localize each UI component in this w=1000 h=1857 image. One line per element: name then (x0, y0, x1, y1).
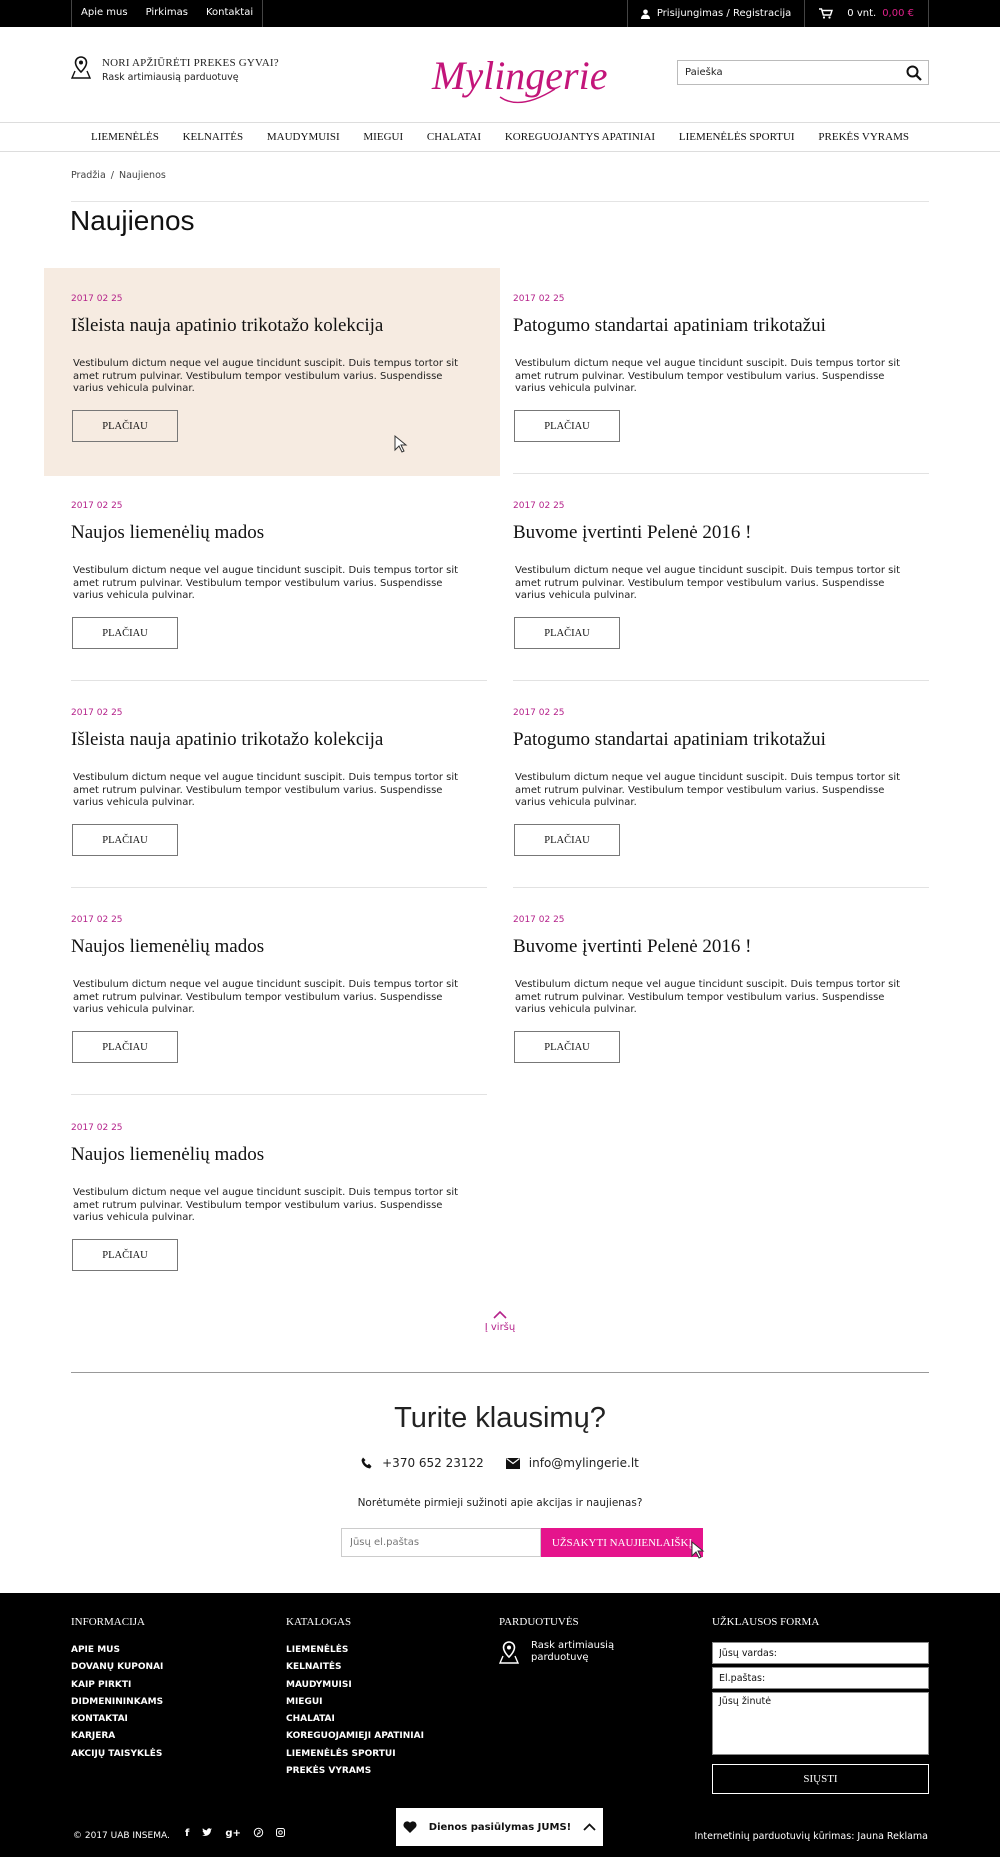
read-more-button[interactable]: PLAČIAU (72, 410, 178, 442)
news-card (513, 682, 929, 888)
news-date: 2017 02 25 (513, 294, 565, 304)
instagram-icon[interactable] (276, 1828, 285, 1837)
chevron-up-icon (493, 1311, 507, 1319)
footer-catalog-column (286, 1616, 424, 1780)
mouse-cursor-icon (691, 1541, 705, 1559)
name-field[interactable] (712, 1642, 929, 1664)
news-card (71, 682, 487, 888)
footer-store-link[interactable] (499, 1640, 631, 1664)
footer-link[interactable]: LIEMENĖLĖS (286, 1645, 349, 1655)
news-date: 2017 02 25 (513, 501, 565, 511)
header (0, 27, 1000, 123)
cart-link[interactable] (804, 0, 929, 27)
login-label: Prisijungimas / Registracija (656, 8, 792, 19)
read-more-button[interactable]: PLAČIAU (514, 410, 620, 442)
social-links (185, 1828, 285, 1839)
pinterest-icon[interactable] (254, 1828, 263, 1837)
footer-link[interactable]: APIE MUS (71, 1645, 120, 1655)
login-link[interactable] (627, 0, 804, 27)
news-title[interactable]: Naujos liemenėlių mados (71, 522, 265, 543)
footer-link[interactable]: DIDMENININKAMS (71, 1696, 164, 1707)
card-divider (71, 887, 487, 888)
newsletter-form (341, 1528, 703, 1557)
store-title: NORI APŽIŪRĖTI PREKES GYVAI? (102, 57, 279, 69)
logo[interactable] (430, 45, 608, 113)
nav-item-bras[interactable]: LIEMENĖLĖS (91, 131, 159, 143)
news-title[interactable]: Naujos liemenėlių mados (71, 936, 265, 957)
google-plus-icon[interactable]: g+ (225, 1828, 241, 1839)
news-date: 2017 02 25 (71, 501, 123, 511)
footer-stores-title: PARDUOTUVĖS (499, 1616, 579, 1628)
footer-store-text: Rask artimiausią parduotuvę (531, 1640, 615, 1663)
read-more-button[interactable]: PLAČIAU (72, 1031, 178, 1063)
news-card (71, 889, 487, 1095)
news-excerpt: Vestibulum dictum neque vel augue tincidunt suscipit. Duis tempus tortor sit amet rutrum pulvinar. Vestibulum tempor vestibulum varius. Suspendisse varius vehicula pulvinar. (73, 979, 459, 1015)
news-date: 2017 02 25 (513, 708, 565, 718)
email-address: info@mylingerie.lt (528, 1456, 639, 1470)
logo-graphic (430, 45, 608, 113)
read-more-button[interactable]: PLAČIAU (514, 617, 620, 649)
daily-offer-tab[interactable] (396, 1808, 603, 1846)
search-input[interactable] (678, 62, 898, 84)
footer-link[interactable]: KOREGUOJAMIEJI APATINIAI (286, 1731, 424, 1742)
news-card (71, 1097, 487, 1303)
news-card (71, 475, 487, 681)
cart-count: 0 vnt. (847, 8, 877, 19)
questions-title: Turite klausimų? (394, 1402, 606, 1434)
send-button[interactable]: SIŲSTI (712, 1764, 929, 1794)
map-pin-icon (499, 1640, 519, 1664)
cart-price: 0,00 € (882, 8, 914, 19)
footer-link[interactable]: MAUDYMUISI (286, 1679, 352, 1690)
nav-item-sleepwear[interactable]: MIEGUI (363, 131, 404, 143)
nav-item-robes[interactable]: CHALATAI (426, 131, 482, 143)
breadcrumb-home[interactable]: Pradžia (71, 170, 106, 181)
news-card (513, 889, 929, 1095)
news-excerpt: Vestibulum dictum neque vel augue tincidunt suscipit. Duis tempus tortor sit amet rutrum pulvinar. Vestibulum tempor vestibulum varius. Suspendisse varius vehicula pulvinar. (515, 772, 901, 808)
phone-contact[interactable] (361, 1456, 484, 1470)
card-divider (71, 1094, 487, 1095)
message-field[interactable] (712, 1692, 929, 1755)
top-link-about[interactable]: Apie mus (81, 7, 128, 18)
search-icon[interactable] (906, 65, 922, 81)
read-more-button[interactable]: PLAČIAU (72, 617, 178, 649)
news-card (513, 475, 929, 681)
footer-link[interactable]: DOVANŲ KUPONAI (71, 1662, 164, 1673)
news-title[interactable]: Buvome įvertinti Pelenė 2016 ! (513, 522, 752, 543)
inquiry-form (712, 1616, 929, 1794)
footer-stores-column (499, 1616, 631, 1664)
news-excerpt: Vestibulum dictum neque vel augue tincidunt suscipit. Duis tempus tortor sit amet rutrum pulvinar. Vestibulum tempor vestibulum varius. Suspendisse varius vehicula pulvinar. (73, 358, 459, 394)
top-link-contacts[interactable]: Kontaktai (205, 7, 254, 18)
card-divider (513, 680, 929, 681)
store-subtitle: Rask artimiausią parduotuvę (102, 72, 239, 83)
phone-number: +370 652 23122 (382, 1456, 484, 1470)
footer-link[interactable]: KELNAITĖS (286, 1662, 342, 1673)
news-title[interactable]: Patogumo standartai apatiniam trikotažui (513, 315, 826, 336)
inquiry-form-title: UŽKLAUSOS FORMA (712, 1616, 820, 1628)
back-to-top-label: Į viršų (484, 1322, 516, 1333)
daily-offer-label: Dienos pasiūlymas JUMS! (428, 1821, 572, 1833)
store-locator[interactable] (71, 55, 279, 83)
phone-icon (361, 1457, 373, 1469)
newsletter-question: Norėtumėte pirmieji sužinoti apie akcijas ir naujienas? (357, 1497, 643, 1509)
nav-item-shapewear[interactable]: KOREGUOJANTYS APATINIAI (504, 131, 656, 143)
email-contact[interactable] (506, 1456, 639, 1470)
copyright: © 2017 UAB INSEMA. (73, 1831, 170, 1841)
footer-link[interactable]: LIEMENĖLĖS SPORTUI (286, 1748, 396, 1759)
top-bar (0, 0, 1000, 27)
card-divider (513, 887, 929, 888)
heart-icon (403, 1821, 417, 1833)
read-more-button[interactable]: PLAČIAU (72, 824, 178, 856)
news-excerpt: Vestibulum dictum neque vel augue tincidunt suscipit. Duis tempus tortor sit amet rutrum pulvinar. Vestibulum tempor vestibulum varius. Suspendisse varius vehicula pulvinar. (515, 979, 901, 1015)
envelope-icon (506, 1458, 520, 1469)
nav-item-sport-bras[interactable]: LIEMENĖLĖS SPORTUI (678, 131, 795, 143)
footer-link[interactable]: PREKĖS VYRAMS (286, 1766, 372, 1777)
read-more-button[interactable]: PLAČIAU (514, 824, 620, 856)
user-icon (641, 9, 650, 19)
footer-link[interactable]: MIEGUI (286, 1696, 323, 1707)
read-more-button[interactable]: PLAČIAU (514, 1031, 620, 1063)
subscribe-button[interactable]: UŽSAKYTI NAUJIENLAIŠKĮ (541, 1528, 703, 1557)
footer-link[interactable]: KAIP PIRKTI (71, 1679, 132, 1690)
news-card (513, 268, 929, 474)
footer-info-column (71, 1616, 163, 1763)
news-excerpt: Vestibulum dictum neque vel augue tincidunt suscipit. Duis tempus tortor sit amet rutrum pulvinar. Vestibulum tempor vestibulum varius. Suspendisse varius vehicula pulvinar. (515, 565, 901, 601)
breadcrumb-current: Naujienos (118, 170, 166, 181)
news-date: 2017 02 25 (71, 1123, 123, 1133)
top-links (71, 0, 263, 27)
news-title[interactable]: Išleista nauja apatinio trikotažo kolekcija (71, 315, 384, 336)
nav-item-panties[interactable]: KELNAITĖS (182, 131, 244, 143)
card-divider (71, 680, 487, 681)
news-excerpt: Vestibulum dictum neque vel augue tincidunt suscipit. Duis tempus tortor sit amet rutrum pulvinar. Vestibulum tempor vestibulum varius. Suspendisse varius vehicula pulvinar. (73, 1187, 459, 1223)
map-pin-icon (71, 55, 91, 79)
nav-item-men[interactable]: PREKĖS VYRAMS (818, 131, 909, 143)
divider (71, 201, 929, 202)
cart-icon (819, 8, 833, 19)
footer-link[interactable]: KARJERA (71, 1731, 116, 1742)
news-date: 2017 02 25 (71, 708, 123, 718)
news-title[interactable]: Buvome įvertinti Pelenė 2016 ! (513, 936, 752, 957)
card-divider (513, 473, 929, 474)
breadcrumb (71, 170, 166, 181)
news-card (44, 268, 500, 476)
chevron-up-icon (583, 1823, 596, 1831)
news-date: 2017 02 25 (513, 915, 565, 925)
footer-link[interactable]: KONTAKTAI (71, 1714, 128, 1725)
main-nav (0, 123, 1000, 152)
search-box (677, 60, 929, 85)
mouse-cursor-icon (394, 435, 408, 453)
footer-catalog-title: KATALOGAS (286, 1616, 352, 1628)
twitter-icon[interactable] (202, 1828, 212, 1837)
back-to-top[interactable] (450, 1311, 550, 1333)
news-title[interactable]: Naujos liemenėlių mados (71, 1144, 265, 1165)
news-excerpt: Vestibulum dictum neque vel augue tincidunt suscipit. Duis tempus tortor sit amet rutrum pulvinar. Vestibulum tempor vestibulum varius. Suspendisse varius vehicula pulvinar. (515, 358, 901, 394)
top-link-buying[interactable]: Pirkimas (145, 7, 188, 18)
news-excerpt: Vestibulum dictum neque vel augue tincidunt suscipit. Duis tempus tortor sit amet rutrum pulvinar. Vestibulum tempor vestibulum varius. Suspendisse varius vehicula pulvinar. (73, 772, 459, 808)
email-field[interactable] (712, 1667, 929, 1689)
news-date: 2017 02 25 (71, 915, 123, 925)
divider (71, 1372, 929, 1373)
footer-link[interactable]: CHALATAI (286, 1714, 335, 1725)
footer (0, 1593, 1000, 1857)
newsletter-email-input[interactable] (341, 1528, 541, 1557)
read-more-button[interactable]: PLAČIAU (72, 1239, 178, 1271)
facebook-icon[interactable]: f (185, 1828, 190, 1839)
contact-info (0, 1456, 1000, 1470)
footer-info-title: INFORMACIJA (71, 1616, 145, 1628)
footer-link[interactable]: AKCIJŲ TAISYKLĖS (71, 1748, 163, 1759)
developer-credit[interactable]: Internetinių parduotuvių kūrimas: Jauna Reklama (694, 1831, 928, 1842)
logo-text: Mylingerie (432, 53, 608, 98)
nav-item-swimwear[interactable]: MAUDYMUISI (266, 131, 340, 143)
page-title: Naujienos (70, 205, 195, 236)
breadcrumb-sep: / (110, 170, 114, 181)
news-title[interactable]: Patogumo standartai apatiniam trikotažui (513, 729, 826, 750)
news-title[interactable]: Išleista nauja apatinio trikotažo kolekcija (71, 729, 384, 750)
news-excerpt: Vestibulum dictum neque vel augue tincidunt suscipit. Duis tempus tortor sit amet rutrum pulvinar. Vestibulum tempor vestibulum varius. Suspendisse varius vehicula pulvinar. (73, 565, 459, 601)
news-date: 2017 02 25 (71, 294, 123, 304)
